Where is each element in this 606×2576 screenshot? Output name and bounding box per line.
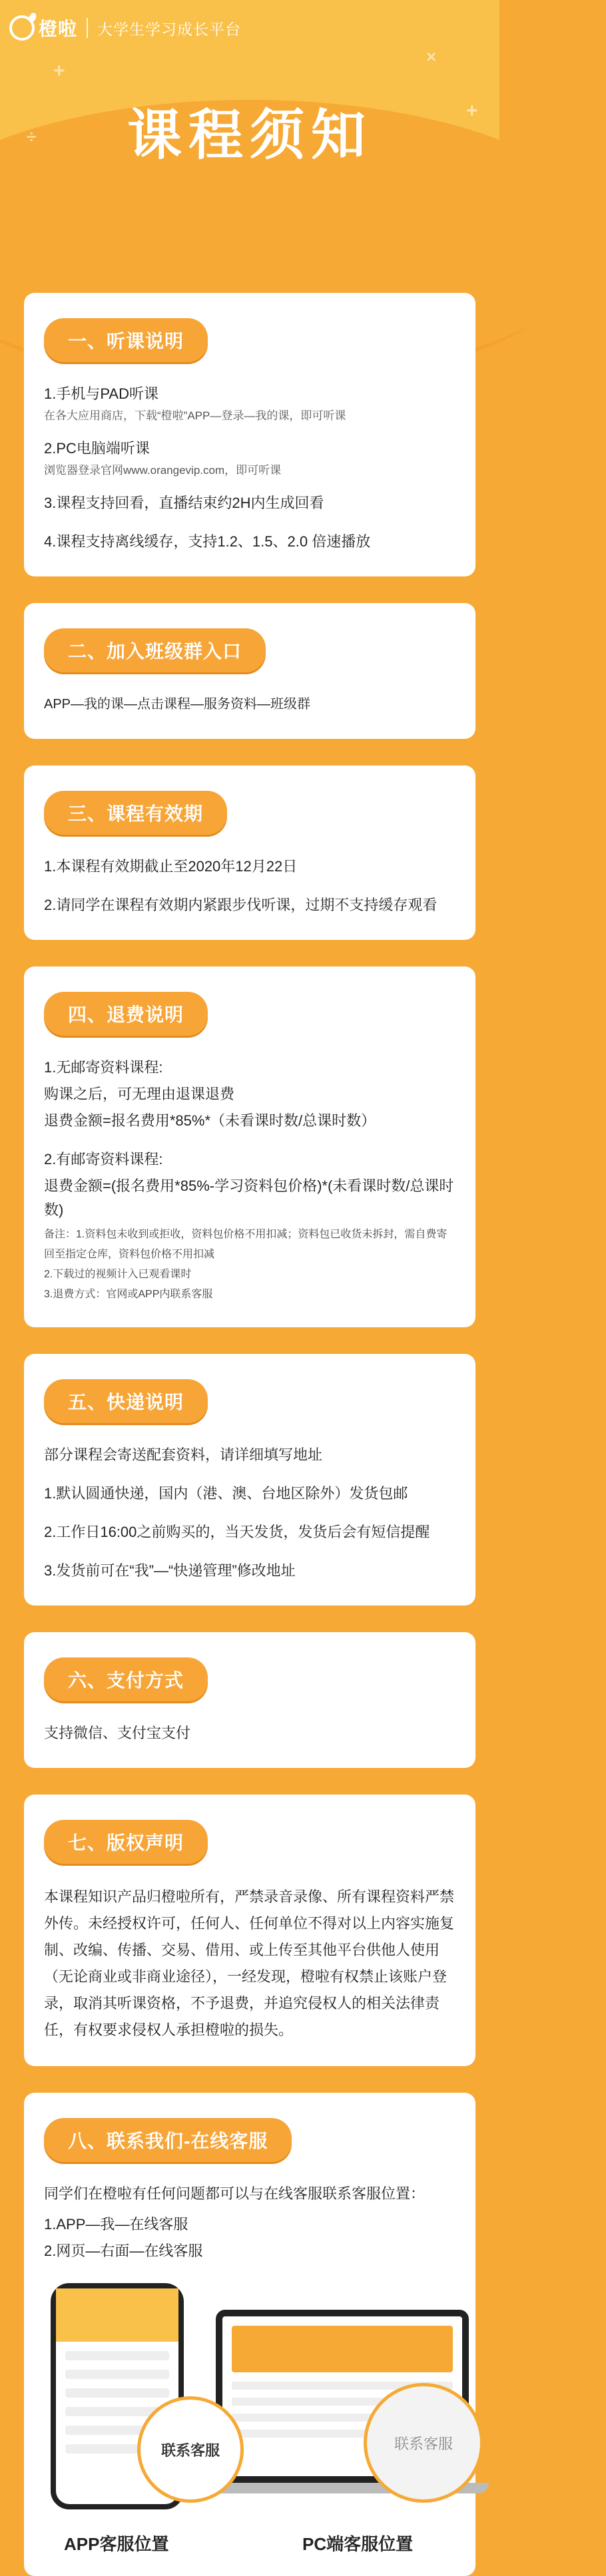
list-item: 4.课程支持离线缓存，支持1.2、1.5、2.0 倍速播放 bbox=[44, 533, 371, 550]
list-item: 部分课程会寄送配套资料，请详细填写地址 bbox=[44, 1446, 323, 1463]
list-item: 退费金额=(报名费用*85%-学习资料包价格)*(未看课时数/总课时数) bbox=[44, 1178, 454, 1218]
list-item: 3.课程支持回看，直播结束约2H内生成回看 bbox=[44, 495, 324, 511]
app-contact-service-button[interactable]: 联系客服 bbox=[137, 2396, 244, 2503]
section-listening bbox=[24, 293, 475, 576]
list-item: 1.手机与PAD听课 bbox=[44, 385, 158, 402]
section-title: 六、支付方式 bbox=[44, 1657, 208, 1701]
page-title: 课程须知 bbox=[127, 104, 372, 167]
pc-label: PC端客服位置 bbox=[302, 2534, 414, 2554]
list-item: APP—我的课—点击课程—服务资料—班级群 bbox=[44, 697, 311, 712]
tagline: 大学生学习成长平台 bbox=[97, 20, 242, 38]
app-label: APP客服位置 bbox=[64, 2534, 169, 2554]
deco-plus-icon: + bbox=[466, 100, 478, 122]
contact-illustration bbox=[44, 2283, 455, 2563]
section-title: 二、加入班级群入口 bbox=[44, 628, 266, 672]
section-title: 五、快递说明 bbox=[44, 1379, 208, 1423]
list-item: 2.PC电脑端听课 bbox=[44, 440, 150, 457]
section-delivery bbox=[24, 1354, 475, 1606]
deco-divide-icon: ÷ bbox=[27, 126, 37, 146]
list-item: 2.有邮寄资料课程: bbox=[44, 1151, 163, 1168]
note: 2.下载过的视频计入已观看课时 bbox=[44, 1269, 192, 1280]
list-item: 3.发货前可在“我”—“快递管理”修改地址 bbox=[44, 1562, 296, 1579]
list-item: 退费金额=报名费用*85%*（未看课时数/总课时数） bbox=[44, 1112, 376, 1129]
section-title: 一、听课说明 bbox=[44, 318, 208, 362]
section-title: 四、退费说明 bbox=[44, 992, 208, 1036]
logo-text: 橙啦 bbox=[39, 19, 78, 39]
note: 3.退费方式：官网或APP内联系客服 bbox=[44, 1289, 213, 1300]
section-title: 三、课程有效期 bbox=[44, 791, 227, 835]
logo-icon bbox=[9, 15, 35, 41]
list-item: 1.无邮寄资料课程: bbox=[44, 1059, 163, 1076]
hero-header bbox=[0, 0, 499, 193]
copyright-text: 本课程知识产品归橙啦所有，严禁录音录像、所有课程资料严禁外传。未经授权许可，任何人、任何单位不得对以上内容实施复制、改编、传播、交易、借用、或上传至其他平台供他人使用（无论商业或非商业途径），一经发现，橙啦有权禁止该账户登录，取消其听课资格，不予退费，并追究侵权人的相关法律责任，有权要求侵权人承担橙啦的损失。 bbox=[44, 1888, 455, 2038]
section-validity bbox=[24, 765, 475, 940]
list-item: 2.请同学在课程有效期内紧跟步伐听课，过期不支持缓存观看 bbox=[44, 897, 438, 913]
section-title: 八、联系我们-在线客服 bbox=[44, 2118, 292, 2162]
note: 备注：1.资料包未收到或拒收，资料包价格不用扣减；资料包已收货未拆封，需自费寄回至指定仓库，资料包价格不用扣减 bbox=[44, 1229, 448, 1260]
section-contact bbox=[24, 2093, 475, 2576]
list-item: 2.网页—右面—在线客服 bbox=[44, 2243, 203, 2259]
section-copyright bbox=[24, 1795, 475, 2066]
brand-divider bbox=[87, 18, 88, 38]
list-item: 支持微信、支付宝支付 bbox=[44, 1725, 191, 1741]
list-item: 1.APP—我—在线客服 bbox=[44, 2216, 188, 2233]
list-item: 1.本课程有效期截止至2020年12月22日 bbox=[44, 858, 298, 875]
content bbox=[0, 193, 499, 2576]
brand[interactable] bbox=[9, 15, 241, 41]
list-item: 1.默认圆通快递，国内（港、澳、台地区除外）发货包邮 bbox=[44, 1485, 408, 1502]
section-class-group bbox=[24, 603, 475, 739]
section-payment bbox=[24, 1632, 475, 1768]
list-item: 同学们在橙啦有任何问题都可以与在线客服联系客服位置： bbox=[44, 2185, 426, 2202]
list-item-note: 浏览器登录官网www.orangevip.com，即可听课 bbox=[44, 464, 282, 477]
deco-plus-icon: + bbox=[53, 60, 65, 82]
section-refund bbox=[24, 966, 475, 1327]
list-item: 2.工作日16:00之前购买的，当天发货，发货后会有短信提醒 bbox=[44, 1524, 430, 1540]
list-item: 购课之后，可无理由退课退费 bbox=[44, 1086, 235, 1102]
section-title: 七、版权声明 bbox=[44, 1820, 208, 1864]
pc-contact-service-button[interactable]: 联系客服 bbox=[364, 2383, 483, 2503]
list-item-note: 在各大应用商店，下载“橙啦”APP—登录—我的课，即可听课 bbox=[44, 409, 346, 422]
deco-times-icon: × bbox=[426, 47, 437, 67]
